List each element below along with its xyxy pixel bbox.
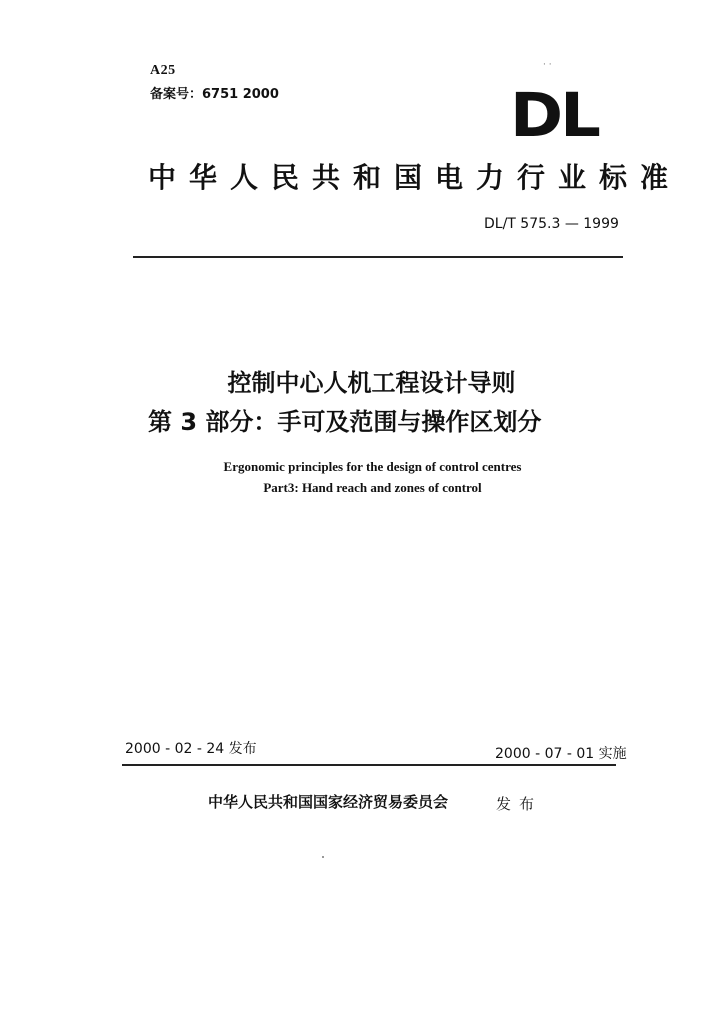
filing-number: 备案号：6751 2000 — [150, 87, 279, 102]
publish-label: 发布 — [496, 795, 543, 813]
english-title-line2: Part3: Hand reach and zones of control — [263, 480, 482, 495]
classification-code: A25 — [150, 63, 176, 78]
standard-number: DL/T 575.3 — 1999 — [484, 216, 619, 232]
document-title-line1: 控制中心人机工程设计导则 — [227, 369, 516, 397]
effective-date: 2000 - 07 - 01 实施 — [495, 746, 627, 762]
dl-logo: DL — [510, 80, 598, 152]
issuing-authority: 中华人民共和国国家经济贸易委员会 — [208, 793, 449, 811]
scan-dot — [322, 856, 324, 858]
top-divider — [133, 256, 623, 258]
industry-standard-heading: 中华人民共和国电力行业标准 — [148, 161, 682, 194]
english-title-line1: Ergonomic principles for the design of control centres — [223, 459, 522, 474]
scan-speck: · · — [543, 60, 552, 70]
document-title-line2: 第 3 部分：手可及范围与操作区划分 — [148, 408, 542, 436]
issue-date: 2000 - 02 - 24 发布 — [125, 741, 257, 757]
bottom-divider — [122, 764, 616, 766]
